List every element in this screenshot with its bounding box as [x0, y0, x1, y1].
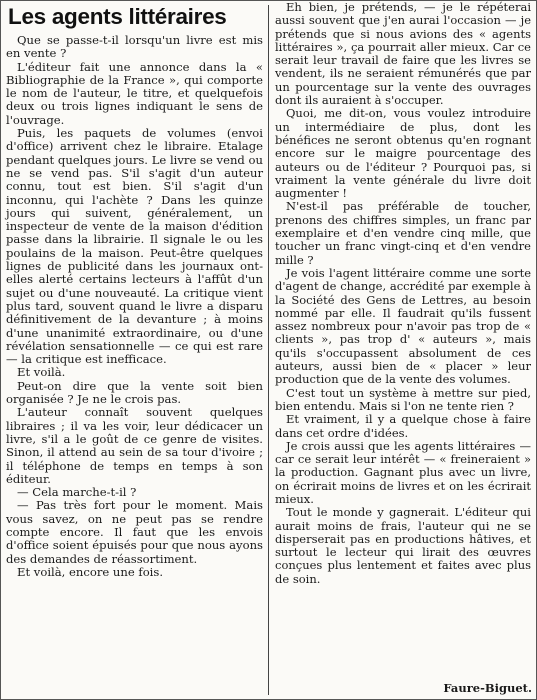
- paragraph: — Cela marche-t-il ?: [17, 485, 137, 500]
- paragraph: Peut-on dire que la vente soit bien organisée ? Je ne le crois pas.: [6, 378, 263, 407]
- article-title: Les agents littéraires: [8, 4, 227, 29]
- left-column: [3, 1, 266, 699]
- paragraph: Je vois l'agent littéraire comme une sorte d'agent de change, accrédité par exemple à la Société des Gens de Lettres, au besoin nommé par elle. Il faudrait qu'ils fussent assez nombreux pour n'avoir pas trop de « clients », pas trop d' « auteurs », mais qu'ils s'occupassent absolument de ces auteurs, aussi bien de « placer » leur production que de la vente des volumes.: [275, 265, 531, 387]
- paragraph: C'est tout un système à mettre sur pied, bien entendu. Mais si l'on ne tente rien ?: [275, 385, 531, 413]
- paragraph: Que se passe-t-il lorsqu'un livre est mis en vente ?: [6, 33, 263, 61]
- paragraph: — Pas très fort pour le moment. Mais vous savez, on ne peut pas se rendre compte encore. Il faut que les envois d'office soient épuisés pour que nous ayons des demandes de réassortiment.: [6, 498, 263, 566]
- paragraph: Quoi, me dit-on, vous voulez introduire un intermédiaire de plus, dont les bénéfices ne seront obtenus qu'en rognant encore sur le maigre pourcentage des auteurs ou de l'éditeur ? Pourquoi pas, si vraiment la vente générale du livre doit augmenter !: [275, 106, 531, 201]
- paragraph: Puis, les paquets de volumes (envoi d'office) arrivent chez le libraire. Etalage pendant quelques jours. Le livre se vend ou ne se vend pas. S'il s'agit d'un auteur connu, tout est bien. S'il s'agit d'un inconnu, qui l'achète ? Dans les quinze jours qui suivent, généralement, un inspecteur de vente de la maison d'édition passe dans la librairie. Il signale le ou les poulains de la maison. Peut-être quelques lignes de publicité dans les journaux ont-elles alerté certains lecteurs à l'affût d'un sujet ou d'une nouveauté. La critique vient plus tard, souvent quand le livre a disparu définitivement de la devanture ; à moins d'une unanimité extraordinaire, ou d'une révélation sensationnelle — ce qui est rare — la critique est inefficace.: [6, 126, 263, 367]
- paragraph: Tout le monde y gagnerait. L'éditeur qui aurait moins de frais, l'auteur qui ne se disperserait pas en productions hâtives, et surtout le lecteur qui lirait des œuvres conçues plus lentement et faites avec plus de soin.: [275, 505, 531, 586]
- paragraph: Je crois aussi que les agents littéraires — car ce serait leur intérêt — « freineraient » la production. Gagnant plus avec un livre, on écrirait moins de livres et on les écrirait mieux.: [275, 438, 531, 506]
- paragraph: L'éditeur fait une annonce dans la « Bibliographie de la France », qui comporte le nom de l'auteur, le titre, et quelquefois deux ou trois lignes indiquant le sens de l'ouvrage.: [6, 59, 263, 127]
- paragraph: Et voilà.: [17, 365, 66, 380]
- column-rule: [268, 5, 269, 695]
- paragraph: Eh bien, je prétends, — je le répéterai aussi souvent que j'en aurai l'occasion — je prétends que si nous avions des « agents littéraires », ça pourrait aller mieux. Car ce serait leur travail de faire que les livres se vendent, ils ne seraient rémunérés que par un pourcentage sur la vente des ouvrages dont ils auraient à s'occuper.: [275, 1, 531, 108]
- paragraph: Et voilà, encore une fois.: [17, 564, 164, 579]
- author-signature: Faure-Biguet.: [443, 681, 532, 695]
- paragraph: L'auteur connaît souvent quelques libraires ; il va les voir, leur dédicacer un livre, s'il a le goût de ce genre de visites. Sinon, il attend au sein de sa tour d'ivoire ; il téléphone de temps en temps à son éditeur.: [6, 405, 263, 486]
- paragraph: Et vraiment, il y a quelque chose à faire dans cet ordre d'idées.: [275, 412, 531, 440]
- paragraph: N'est-il pas préférable de toucher, prenons des chiffres simples, un franc par exemplaire et d'en vendre cinq mille, que toucher un franc vingt-cinq et d'en vendre mille ?: [275, 199, 531, 267]
- right-column: [272, 1, 534, 699]
